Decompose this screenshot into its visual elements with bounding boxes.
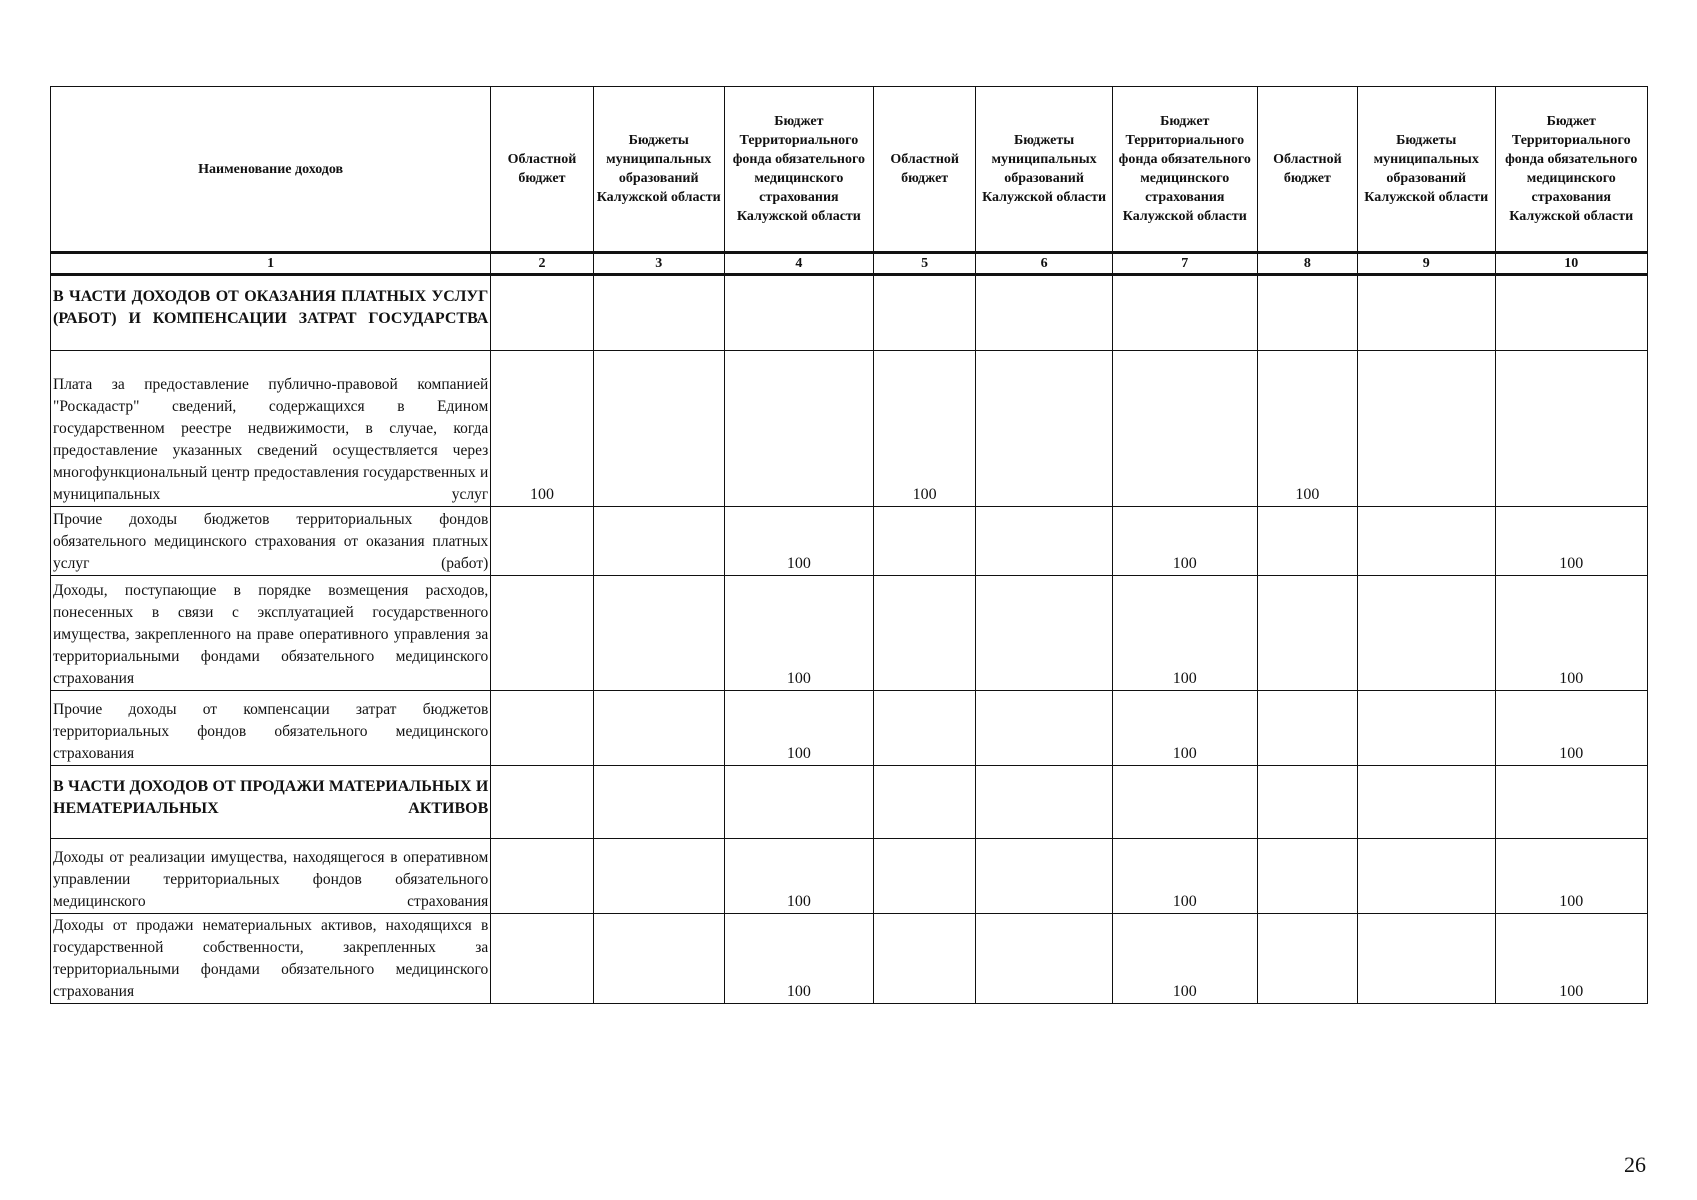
value-cell-col-3 xyxy=(593,839,724,914)
column-number: 2 xyxy=(491,253,593,275)
header-col-4: Бюджет Территориального фонда обязательного медицинского страхования Калужской области xyxy=(724,87,873,253)
value-cell-col-2 xyxy=(491,275,593,351)
revenue-name: Доходы от реализации имущества, находящегося в оперативном управлении территориальных фондов обязательного медицинского страхования xyxy=(51,839,491,914)
table-row xyxy=(51,839,1648,914)
value-cell-col-6 xyxy=(976,914,1112,1004)
revenue-name: Доходы от продажи нематериальных активов, находящихся в государственной собственности, закрепленных за территориальными фондами обязательного медицинского страхования xyxy=(51,914,491,1004)
value-cell-col-7: 100 xyxy=(1112,576,1257,691)
value-cell-col-2 xyxy=(491,839,593,914)
value-cell-col-7: 100 xyxy=(1112,914,1257,1004)
section-row xyxy=(51,275,1648,351)
value-cell-col-10: 100 xyxy=(1495,576,1648,691)
value-cell-col-4 xyxy=(724,766,873,839)
value-cell-col-2 xyxy=(491,691,593,766)
value-cell-col-8 xyxy=(1257,839,1357,914)
table-row xyxy=(51,576,1648,691)
header-col-7: Бюджет Территориального фонда обязательного медицинского страхования Калужской области xyxy=(1112,87,1257,253)
value-cell-col-9 xyxy=(1357,691,1495,766)
table-body xyxy=(51,275,1648,1004)
header-col-2: Областной бюджет xyxy=(491,87,593,253)
table-row xyxy=(51,351,1648,507)
value-cell-col-6 xyxy=(976,839,1112,914)
value-cell-col-6 xyxy=(976,766,1112,839)
value-cell-col-10: 100 xyxy=(1495,914,1648,1004)
value-cell-col-10: 100 xyxy=(1495,839,1648,914)
value-cell-col-7: 100 xyxy=(1112,507,1257,576)
revenue-table xyxy=(50,86,1648,1004)
value-cell-col-9 xyxy=(1357,351,1495,507)
value-cell-col-9 xyxy=(1357,839,1495,914)
value-cell-col-3 xyxy=(593,351,724,507)
value-cell-col-5 xyxy=(874,766,976,839)
header-col-9: Бюджеты муниципальных образований Калужской области xyxy=(1357,87,1495,253)
value-cell-col-9 xyxy=(1357,766,1495,839)
header-row xyxy=(51,87,1648,253)
value-cell-col-8: 100 xyxy=(1257,351,1357,507)
header-col-8: Областной бюджет xyxy=(1257,87,1357,253)
column-number: 7 xyxy=(1112,253,1257,275)
value-cell-col-9 xyxy=(1357,507,1495,576)
value-cell-col-2 xyxy=(491,576,593,691)
column-number: 8 xyxy=(1257,253,1357,275)
value-cell-col-9 xyxy=(1357,576,1495,691)
value-cell-col-10 xyxy=(1495,275,1648,351)
value-cell-col-3 xyxy=(593,576,724,691)
value-cell-col-10: 100 xyxy=(1495,507,1648,576)
table-row xyxy=(51,507,1648,576)
value-cell-col-7: 100 xyxy=(1112,839,1257,914)
value-cell-col-3 xyxy=(593,507,724,576)
value-cell-col-7 xyxy=(1112,351,1257,507)
value-cell-col-6 xyxy=(976,691,1112,766)
header-col-10: Бюджет Территориального фонда обязательного медицинского страхования Калужской области xyxy=(1495,87,1648,253)
value-cell-col-10: 100 xyxy=(1495,691,1648,766)
value-cell-col-10 xyxy=(1495,351,1648,507)
value-cell-col-4: 100 xyxy=(724,914,873,1004)
column-number: 6 xyxy=(976,253,1112,275)
value-cell-col-9 xyxy=(1357,275,1495,351)
section-title: В ЧАСТИ ДОХОДОВ ОТ ОКАЗАНИЯ ПЛАТНЫХ УСЛУГ (РАБОТ) И КОМПЕНСАЦИИ ЗАТРАТ ГОСУДАРСТВА xyxy=(51,275,491,351)
column-number: 10 xyxy=(1495,253,1648,275)
column-number: 5 xyxy=(874,253,976,275)
value-cell-col-6 xyxy=(976,576,1112,691)
value-cell-col-5 xyxy=(874,839,976,914)
value-cell-col-2 xyxy=(491,914,593,1004)
table-row xyxy=(51,914,1648,1004)
value-cell-col-9 xyxy=(1357,914,1495,1004)
value-cell-col-8 xyxy=(1257,766,1357,839)
value-cell-col-4: 100 xyxy=(724,576,873,691)
value-cell-col-10 xyxy=(1495,766,1648,839)
value-cell-col-5: 100 xyxy=(874,351,976,507)
column-number: 3 xyxy=(593,253,724,275)
header-col-6: Бюджеты муниципальных образований Калужской области xyxy=(976,87,1112,253)
column-number: 9 xyxy=(1357,253,1495,275)
section-row xyxy=(51,766,1648,839)
header-col-3: Бюджеты муниципальных образований Калужской области xyxy=(593,87,724,253)
revenue-name: Плата за предоставление публично-правовой компанией "Роскадастр" сведений, содержащихся в Едином государственном реестре недвижимости, в случае, когда предоставление указанных сведений осуществляется через многофункциональный центр предоставления государственных и муниципальных услуг xyxy=(51,351,491,507)
value-cell-col-8 xyxy=(1257,576,1357,691)
value-cell-col-5 xyxy=(874,691,976,766)
value-cell-col-6 xyxy=(976,351,1112,507)
value-cell-col-6 xyxy=(976,507,1112,576)
value-cell-col-2 xyxy=(491,507,593,576)
value-cell-col-3 xyxy=(593,914,724,1004)
value-cell-col-3 xyxy=(593,766,724,839)
value-cell-col-4: 100 xyxy=(724,839,873,914)
value-cell-col-5 xyxy=(874,275,976,351)
value-cell-col-8 xyxy=(1257,507,1357,576)
value-cell-col-5 xyxy=(874,507,976,576)
header-name: Наименование доходов xyxy=(51,87,491,253)
value-cell-col-6 xyxy=(976,275,1112,351)
value-cell-col-5 xyxy=(874,576,976,691)
column-number: 4 xyxy=(724,253,873,275)
value-cell-col-3 xyxy=(593,691,724,766)
value-cell-col-8 xyxy=(1257,691,1357,766)
revenue-name: Доходы, поступающие в порядке возмещения расходов, понесенных в связи с эксплуатацией государственного имущества, закрепленного на праве оперативного управления за территориальными фондами обязательного медицинского страхования xyxy=(51,576,491,691)
value-cell-col-7: 100 xyxy=(1112,691,1257,766)
column-number-row xyxy=(51,253,1648,275)
value-cell-col-3 xyxy=(593,275,724,351)
value-cell-col-4 xyxy=(724,275,873,351)
value-cell-col-5 xyxy=(874,914,976,1004)
column-number: 1 xyxy=(51,253,491,275)
revenue-name: Прочие доходы бюджетов территориальных фондов обязательного медицинского страхования от оказания платных услуг (работ) xyxy=(51,507,491,576)
section-title: В ЧАСТИ ДОХОДОВ ОТ ПРОДАЖИ МАТЕРИАЛЬНЫХ И НЕМАТЕРИАЛЬНЫХ АКТИВОВ xyxy=(51,766,491,839)
value-cell-col-4 xyxy=(724,351,873,507)
page-number: 26 xyxy=(1624,1152,1646,1177)
value-cell-col-2: 100 xyxy=(491,351,593,507)
value-cell-col-2 xyxy=(491,766,593,839)
table-row xyxy=(51,691,1648,766)
value-cell-col-7 xyxy=(1112,766,1257,839)
header-col-5: Областной бюджет xyxy=(874,87,976,253)
value-cell-col-7 xyxy=(1112,275,1257,351)
value-cell-col-4: 100 xyxy=(724,691,873,766)
revenue-name: Прочие доходы от компенсации затрат бюджетов территориальных фондов обязательного медицинского страхования xyxy=(51,691,491,766)
value-cell-col-4: 100 xyxy=(724,507,873,576)
value-cell-col-8 xyxy=(1257,275,1357,351)
value-cell-col-8 xyxy=(1257,914,1357,1004)
